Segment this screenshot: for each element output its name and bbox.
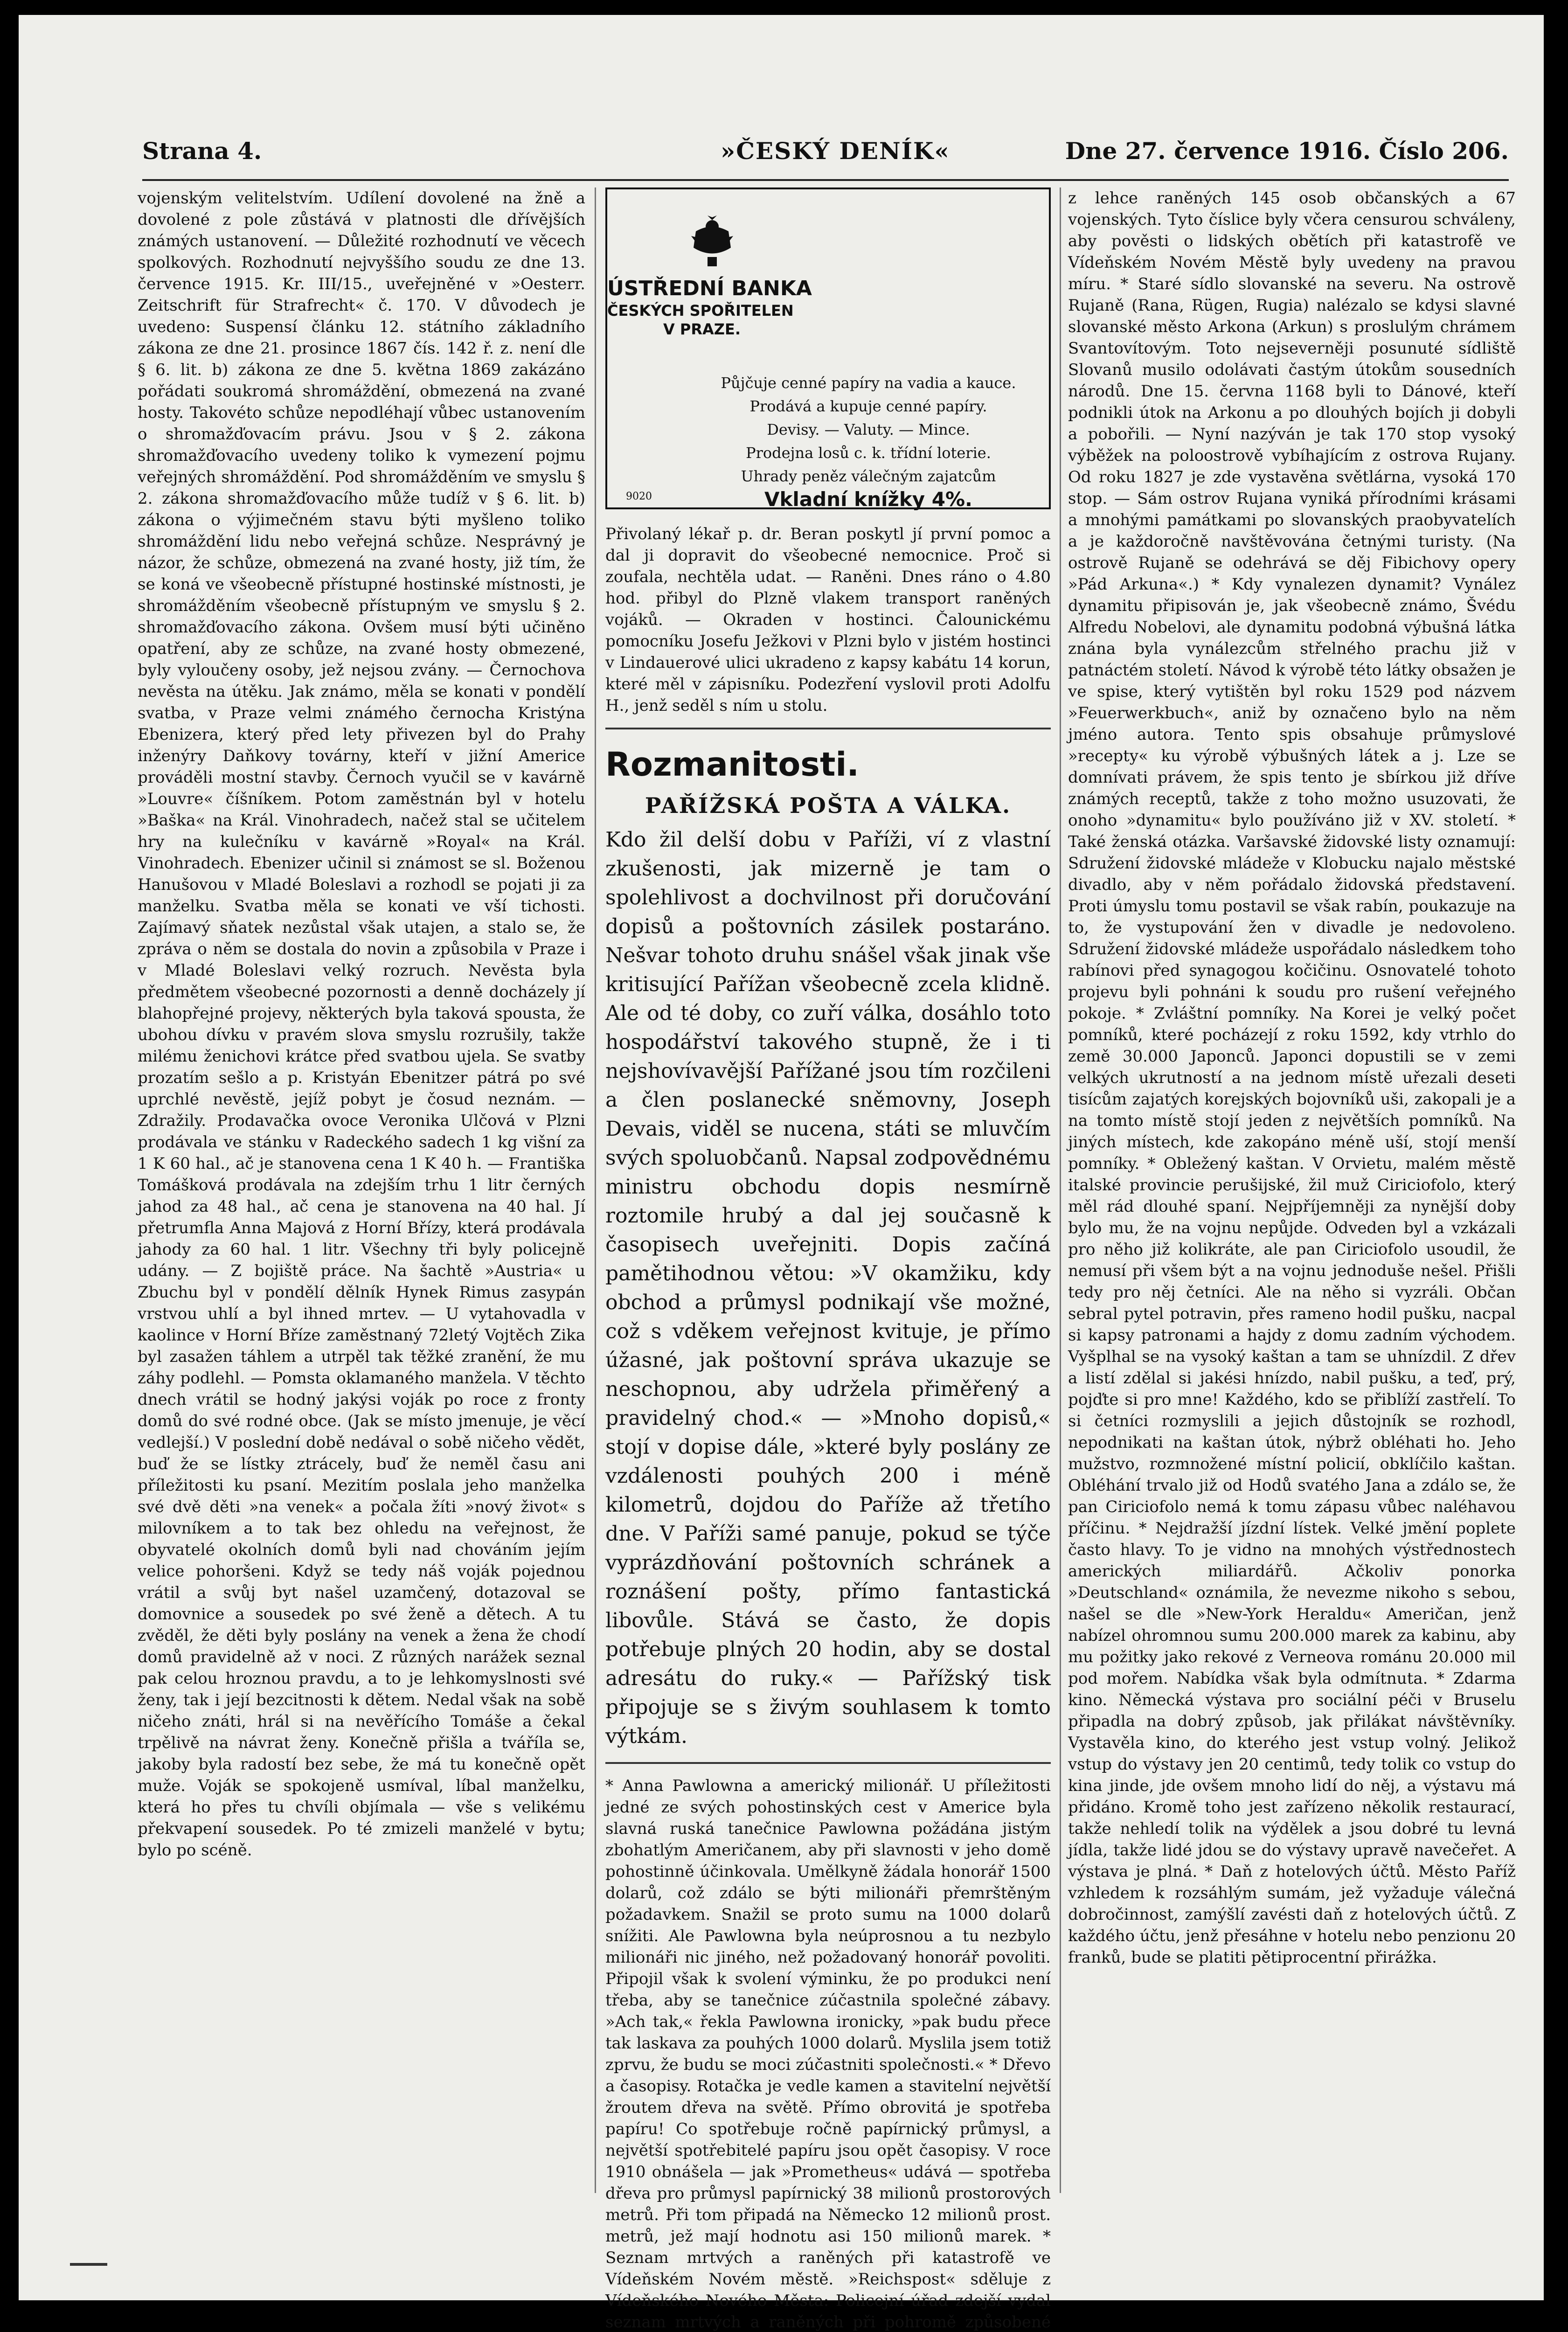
newspaper-title: »ČESKÝ DENÍK«	[721, 137, 950, 165]
section-heading: Rozmanitosti.	[605, 745, 860, 784]
column-divider	[1060, 187, 1061, 2193]
page-number: Strana 4.	[142, 137, 262, 165]
service-line: Prodejna losů c. k. třídní loterie.	[746, 444, 991, 462]
section-separator	[605, 728, 1051, 729]
column-1-text: vojenským velitelstvím. Udílení dovolené na žně a dovolené z pole zůstává v platnosti dle dřívějších známých ustanovení. — Důležité rozhodnutí ve věcech spolkových. Rozhodnutí nejvyššího soudu ze dne 13. července 1915. Kr. III/15., uveřejněné v »Oesterr. Zeitschrift für Strafrecht« č. 170. V důvodech je uvedeno: Suspensí článku 12. státního základního zákona ze dne 21. prosince 1867 čís. 142 ř. z. není dle § 6. lit. b) zákona ze dne 5. května 1869 zakázáno pořádati soukromá shromáždění, obmezená na zvané hosty. Takovéto schůze nepodléhají vůbec ustanovením o shromažďovacím právu. Jsou v § 2. zákona shromažďovacího uvedeny toliko k vymezení pojmu veřejných shromáždění. Pod shromážděním ve smyslu § 2. zákona shromažďovacího může tudíž v § 6. lit. b) zákona o výjimečném stavu býti myšleno toliko shromáždění lidu nebo veřejná schůze. Nesprávný je názor, že schůze, obmezená na zvané hosty, již tím, že se koná ve všeobecně přístupné hostinské místnosti, je shromážděním všeobecně přístupným ve smyslu § 2. shromažďovacího zákona. Ovšem musí býti učiněno opatření, aby ze schůze, na zvané hosty obmezené, byly vyloučeny osoby, jež nejsou zvány. — Černochova nevěsta na útěku. Jak známo, měla se konati v pondělí svatba, v Praze velmi známého černocha Kristýna Ebenizera, který před lety přivezen byl do Prahy inženýry Daňkovy továrny, kteří v jižní Americe prováděli mostní stavby. Černoch vyučil se v kavárně »Louvre« číšníkem. Potom zaměstnán byl v hotelu »Baška« na Král. Vinohradech, načež stal se učitelem hry na kulečníku v kavárně »Royal« na Král. Vinohradech. Ebenizer učinil si známost se sl. Boženou Hanušovou v Mladé Boleslavi a rozhodl se pojati ji za manželku. Svatba měla se konati ve vší tichosti. Zajímavý sňatek nezůstal však utajen, a stalo se, že zpráva o něm se dostala do novin a způsobila v Praze i v Mladé Boleslavi velký rozruch. Nevěsta byla předmětem všeobecné pozornosti a denně docházely jí blahopřejné projevy, některých byla taková spousta, že ubohou dívku v pravém slova smyslu rozrušily, takže milému ženichovi krátce před svatbou ujela. Se svatby prozatím sešlo a p. Kristyán Ebenitzer pátrá po své uprchlé nevěstě, jejíž pobyt je čosud neznám. — Zdražily. Prodavačka ovoce Veronika Ulčová v Plzni prodávala ve stánku v Radeckého sadech 1 kg višní za 1 K 60 hal., ač je stanovena cena 1 K 40 h. — Františka Tomášková prodávala na zdejším trhu 1 litr černých jahod za 48 hal., ač cena je stanovena na 40 hal. Jí přetrumfla Anna Majová z Horní Břízy, která prodávala jahody za 60 hal. 1 litr. Všechny tři byly policejně udány. — Z bojiště práce. Na šachtě »Austria« u Zbuchu byl v pondělí dělník Hynek Rimus zasypán vrstvou uhlí a byl ihned mrtev. — U vytahovadla v kaolince v Horní Bříze zaměstnaný 72letý Vojtěch Zika byl zasažen táhlem a utrpěl tak těžké zranění, že mu záhy podlehl. — Pomsta oklamaného manžela. V těchto dnech vrátil se hodný jakýsi voják po roce z fronty domů do své rodné obce. (Jak se místo jmenuje, je věcí vedlejší.) V poslední době nedával o sobě ničeho vědět, buď že se lístky ztrácely, buď že neměl času ani příležitosti ku psaní. Mezitím poslala jeho manželka své dvě děti »na venek« a počala žíti »nový život« s milovníkem a to tak bez ohledu na veřejnost, že obyvatelé okolních domů byli nad chováním jejím velice pohoršeni. Když se tedy náš voják pojednou vrátil a svůj byt našel uzamčený, dotazoval se domovnice a sousedek po své ženě a dětech. A tu zvěděl, že děti byly poslány na venek a žena že chodí domů pravidelně až v noci. Z různých narážek seznal pak celou hroznou pravdu, a to je lehkomyslnosti své ženy, tak i její bezcitnosti k dětem. Nedal však na sobě ničeho znáti, hrál si na nevěřícího Tomáše a čekal trpělivě na návrat ženy. Konečně přišla a tváříla se, jakoby byla radostí bez sebe, že má tu konečně opět muže. Voják se spokojeně usmíval, líbal manželku, která ho přes tu chvíli objímala — vše s velikému překvapení sousedek. Po té zmizeli manželé v bytu; bylo po scéně.	[138, 189, 585, 1860]
eagle-emblem-icon	[687, 213, 738, 269]
bank-services	[701, 371, 1036, 511]
article-text: Kdo žil delší dobu v Paříži, ví z vlastní zkušenosti, jak mizerně je tam o spolehlivost a dochvilnost při doručování dopisů a poštovních zásilek postaráno. Nešvar tohoto druhu snášel však jinak vše kritisující Pařížan všeobecně zcela klidně. Ale od té doby, co zuří válka, dosáhlo toto hospodářství takového stupně, že i ti nejshovívavější Pařížané jsou tím rozčileni a člen poslanecké sněmovny, Joseph Devais, viděl se nucena, státi se mluvčím svých spoluobčanů. Napsal zodpovědnému ministru obchodu dopis nesmírně roztomile hrubý a dal jej současně k časopisech uveřejniti. Dopis začíná pamětihodnou větou: »V okamžiku, kdy obchod a průmysl podnikají vše možné, což s vděkem veřejnost kvituje, je přímo úžasné, jak poštovní správa ukazuje se neschopnou, aby udržela přiměřený a pravidelný chod.« — »Mnoho dopisů,« stojí v dopise dále, »které byly poslány ze vzdálenosti pouhých 200 i méně kilometrů, dojdou do Paříže až třetího dne. V Paříži samé panuje, pokud se týče vyprázdňování poštovních schránek a roznášení pošty, přímo fantastická libovůle. Stává se často, že dopis potřebuje plných 20 hodin, aby se dostal adresátu do ruky.« — Pařížský tisk připojuje se s živým souhlasem k tomto výtkám.	[605, 828, 1051, 1748]
article-heading: PAŘÍŽSKÁ POŠTA A VÁLKA.	[645, 793, 1012, 818]
newspaper-page	[19, 15, 1544, 2332]
bank-name: ÚSTŘEDNÍ BANKA	[607, 277, 812, 300]
news-items-text: Přivolaný lékař p. dr. Beran poskytl jí první pomoc a dal ji dopravit do všeobecné nemocnice. Proč si zoufala, nechtěla udat. — Raněni. Dnes ráno o 4.80 hod. přibyl do Plzně vlakem transport raněných vojáků. — Okraden v hostinci. Čalounickému pomocníku Josefu Ježkovi v Plzni bylo v jistém hostinci v Lindauerové ulici ukradeno z kapsy kabátu 14 korun, které měl v zápisníku. Podezření vyslovil proti Adolfu H., jenž seděl s ním u stolu.	[605, 525, 1051, 715]
archive-mark	[70, 2263, 107, 2266]
column-2	[605, 187, 1051, 2332]
column-3	[1068, 187, 1516, 2193]
bank-subtitle-line2: V PRAZE.	[663, 320, 741, 338]
savings-book-line: Vkladní knížky 4%.	[764, 488, 973, 511]
service-line: Půjčuje cenné papíry na vadia a kauce.	[721, 374, 1016, 392]
column-3-text: z lehce raněných 145 osob občanských a 67 vojenských. Tyto číslice byly včera censurou schváleny, aby pověsti o lidských obětích při katastrofě ve Vídeňském Novém Městě byly uvedeny na pravou míru. * Staré sídlo slovanské na severu. Na ostrově Rujaně (Rana, Rügen, Rugia) nalézalo se kdysi slavné slovanské město Arkona (Arkun) s proslulým chrámem Svantovítovým. Toto nejseverněji posunuté sídliště Slovanů musilo odolávati častým útokům sousedních národů. Dne 15. června 1168 byli to Dánové, kteří podnikli útok na Arkonu a po dlouhých bojích ji dobyli a pobořili. — Nyní nazýván je tak 170 stop vysoký výběžek na poloostrově vybíhajícím z ostrova Rujany. Od roku 1827 je zde vystavěna světlárna, vysoká 170 stop. — Sám ostrov Rujana vyniká přírodními krásami a mnohými památkami po slovanských praobyvatelích a je každoročně navštěvována četnými turisty. (Na ostrově Rujaně se odehrává se děj Fibichovy opery »Pád Arkuna«.) * Kdy vynalezen dynamit? Vynález dynamitu připisován je, jak všeobecně známo, Švédu Alfredu Nobelovi, ale dynamitu podobná výbušná látka znána byla vynálezcům střelného prachu již v patnáctém století. Návod k výrobě této látky obsažen je ve spise, který vytištěn byl roku 1529 pod názvem »Feuerwerkbuch«, aniž by označeno bylo na něm jméno autora. Tento spis obsahuje průmyslové »recepty« ku výrobě výbušných látek a j. Lze se domnívati právem, že spis tento je sbírkou již dříve známých receptů, takže z toho možno usuzovati, že onoho »dynamitu« bylo používáno již v XV. století. * Také ženská otázka. Varšavské židovské listy oznamují: Sdružení židovské mládeže v Klobucku najalo městské divadlo, aby v něm pořádalo židovská představení. Proti úmyslu tomu postavil se však rabín, poukazuje na to, že vystupování žen v divadle je nedovoleno. Sdružení židovské mládeže uspořádalo následkem toho rabínovi před synagogou kočičinu. Osnovatelé tohoto projevu byli pohnáni k soudu pro rušení veřejného pokoje. * Zvláštní pomníky. Na Korei je velký počet pomníků, které pocházejí z roku 1592, kdy vtrhlo do země 30.000 Japonců. Japonci dopustili se v zemi velkých ukrutností a na jednom místě uřezali deseti tisícům zajatých korejských bojovníků uši, zakopali je a na tomto místě stojí jeden z největších pomníků. Na jiných místech, kde zakopáno méně uší, stojí menší pomníky. * Obležený kaštan. V Orvietu, malém městě italské provincie perušijské, žil muž Ciriciofolo, který měl rád dlouhé spaní. Nejpříjemněji za nynější doby bylo mu, že na vojnu nepůjde. Odveden byl a vzkázali pro něho již kolikráte, ale pan Ciriciofolo usoudil, že nemusí při všem být a na vojnu jednoduše nešel. Přišli tedy pro něj četníci. Ale na něho si vyzráli. Občan sebral pytel potravin, přes rameno hodil pušku, nacpal si kapsy patronami a hajdy z domu zadním východem. Vyšplhal se na vysoký kaštan a tam se uhnízdil. Z dřev a listí zdělal si jakési hnízdo, nabil pušku, a teď, prý, pojďte si pro mne! Každého, kdo se přiblíží zastřelí. To si četníci rozmyslili a jejich důstojník se rozhodl, nepodnikati na kaštan útok, nýbrž obléhati ho. Jeho mužstvo, rozmnožené místní policií, obklíčilo kaštan. Obléhání trvalo již od Hodů svatého Jana a zdálo se, že pan Ciriciofolo nemá k tomu zápasu vůbec naléhavou příčinu. * Nejdražší jízdní lístek. Velké jmění poplete často hlavy. To je vidno na mnohých výstřednostech amerických miliardářů. Ačkoliv ponorka »Deutschland« oznámila, že nevezme nikoho s sebou, našel se dle »New-York Heraldu« Američan, jenž nabízel ohromnou sumu 200.000 marek za kabinu, aby mu požitky jako rekové z Verneova románu 20.000 mil pod mořem. Nabídka však byla odmítnuta. * Zdarma kino. Německá výstava pro sociální péči v Bruselu připadla na dobrý způsob, jak přilákat návštěvníky. Vystavěla kino, do kterého jest vstup volný. Jelikož vstup do výstavy jen 20 centimů, tedy tolik co vstup do kina jinde, jde ovšem mnoho lidí do něj, a výstavu má přidáno. Kromě toho jest zařízeno několik restaurací, takže nehledí tolik na výdělek a jsou dobré tu levná jídla, takže lidé jdou se do výstavy upravě navečeřet. A výstava je plná. * Daň z hotelových účtů. Město Paříž vzhledem k rozsáhlým sumám, jež vyžaduje válečná dobročinnost, zamýšlí zavésti daň z hotelových účtů. Z každého účtu, jenž přesáhne v hotelu nebo penzionu 20 franků, bude se platiti pětiprocentní přirážka.	[1068, 189, 1516, 1967]
bank-advertisement	[605, 187, 1051, 509]
bank-subtitle-line1: ČESKÝCH SPOŘITELEN	[607, 302, 794, 319]
header-rule	[142, 179, 1509, 181]
service-line: Devisy. — Valuty. — Mince.	[767, 421, 970, 438]
column-1	[138, 187, 585, 2193]
ad-code: 9020	[626, 491, 652, 502]
article-separator	[605, 1762, 1051, 1764]
service-line: Prodává a kupuje cenné papíry.	[749, 397, 987, 415]
bank-subtitle	[607, 301, 868, 339]
page-header	[142, 127, 1509, 174]
article-body	[605, 826, 1051, 1751]
service-line: Uhrady peněz válečným zajatcům	[741, 467, 996, 485]
column-divider	[595, 187, 596, 2193]
miscellany-text: * Anna Pawlowna a americký milionář. U příležitosti jedné ze svých pohostinských cest v Americe byla slavná ruská tanečnice Pawlowna požádána jistým zbohatlým Američanem, aby při slavnosti v jeho domě pohostinně účinkovala. Umělkyně žádala honorář 1500 dolarů, což zdálo se býti milionáři přemrštěným požadavkem. Snažil se proto sumu na 1000 dolarů snížiti. Ale Pawlowna byla neúprosnou a tu nezbylo milionáři nic jiného, než požadovaný honorář povoliti. Připojil však k svolení výminku, že po produkci není třeba, aby se tanečnice zúčastnila společné zábavy. »Ach tak,« řekla Pawlowna ironicky, »pak budu přece tak laskava za pouhých 1000 dolarů. Myslila jsem totiž zprvu, že budu se moci zúčastniti společnosti.« * Dřevo a časopisy. Rotačka je vedle kamen a stavitelní největší žroutem dřeva na světě. Přímo obrovitá je spotřeba papíru! Co spotřebuje ročně papírnický průmysl, a největší spotřebitelé papíru jsou opět časopisy. V roce 1910 obnášela — jak »Prometheus« udává — spotřeba dřeva pro průmysl papírnický 38 milionů prostorových metrů. Při tom připadá na Německo 12 milionů prost. metrů, jež mají hodnotu asi 150 milionů marek. * Seznam mrtvých a raněných při katastrofě ve Vídeňském Novém městě. »Reichspost« sděluje z Vídeňského Nového Města: Policejní úřad zdejší vydal seznam mrtvých a raněných při pohromě způsobené	[605, 1777, 1051, 2332]
date-issue: Dne 27. července 1916. Číslo 206.	[1065, 137, 1509, 165]
